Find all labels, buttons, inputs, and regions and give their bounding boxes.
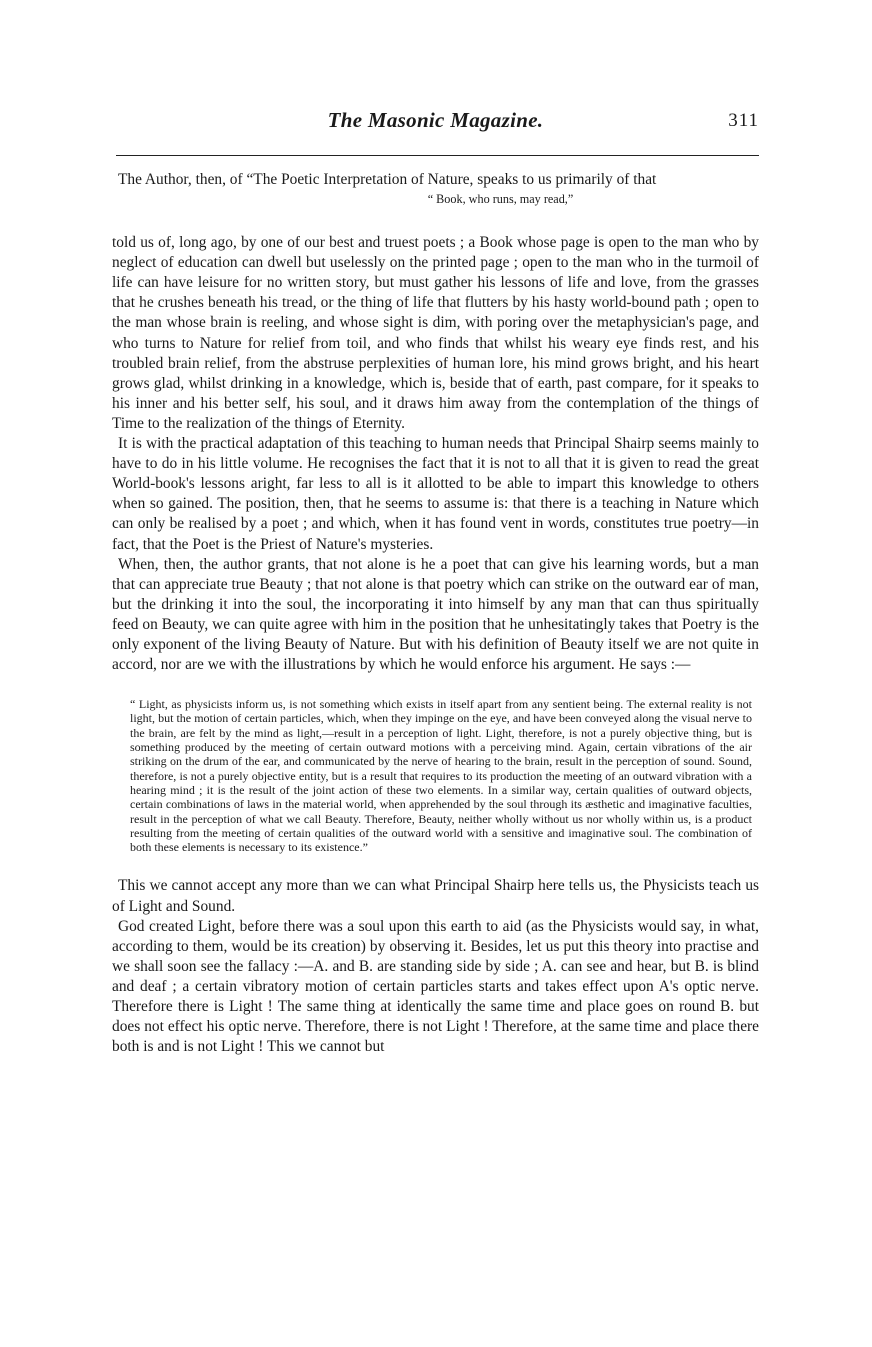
article-body: [112, 170, 759, 1057]
page-number: 311: [728, 110, 759, 131]
verse-quotation: “ Book, who runs, may read,”: [427, 192, 574, 207]
running-title: The Masonic Magazine.: [327, 108, 544, 132]
running-head: [112, 86, 759, 132]
intro-paragraph: The Author, then, of “The Poetic Interpretation of Nature, speaks to us primarily of that: [118, 171, 657, 188]
header-rule: [116, 155, 759, 156]
body-paragraph-3: When, then, the author grants, that not alone is he a poet that can give his learning words, but a man that can appreciate true Beauty ; that not alone is that poetry which can strike on the outward ear of man, but the drinking it into the soul, the incorporating it into himself by any man that can thus spiritually feed on Beauty, we can quite agree with him in the position that he unhesitatingly takes that Poetry is the only exponent of the living Beauty of Nature. But with his definition of Beauty itself we are not quite in accord, nor are we with the illustrations by which he would enforce his argument. He says :—: [112, 555, 759, 674]
body-paragraph-1: told us of, long ago, by one of our best and truest poets ; a Book whose page is open to the man who by neglect of education can dwell but uselessly on the printed page ; open to the man who in the turmoil of life can have leisure for no written story, but must gather his lessons of life and love, from the grasses that he crushes beneath his tread, or the thing of life that flutters by his hasty world-bound path ; open to the man whose brain is reeling, and whose sight is dim, with poring over the metaphysician's page, and who turns to Nature for relief from toil, and who finds that whilst his weary eye finds rest, and his troubled brain relief, from the abstruse perplexities of human lore, his mind grows bright, and his heart grows glad, whilst drinking in a knowledge, which is, beside that of earth, past compare, for it speaks to his inner and his better self, his soul, and it draws him away from the contemplation of the things of Time to the realization of the things of Eternity.: [112, 234, 759, 432]
block-quotation-text: “ Light, as physicists inform us, is not something which exists in itself apart from any sentient being. The external reality is not light, but the motion of certain particles, which, when they impinge on the eye, and have been conveyed along the visual nerve to the brain, are felt by the mind as light,—result in a perception of light. Light, therefore, is not a purely objective thing, but is something produced by the meeting of certain outward motions with a perceiving mind. Again, certain vibrations of the air striking on the drum of the ear, and communicated by the nerve of hearing to the brain, result in the perception of sound. Sound, therefore, is not a purely objective entity, but is a result that requires to its production the meeting of an outward vibration with a hearing mind ; it is the result of the joint action of these two elements. In a similar way, certain qualities of outward objects, certain combinations of laws in the material world, when apprehended by the soul through its æsthetic and imaginative faculties, result in the perception of what we call Beauty. Therefore, Beauty, neither wholly without us nor wholly within us, is a product resulting from the meeting of certain qualities of the outward world with a sensitive and imaginative soul. The combination of both these elements is necessary to its existence.”: [130, 697, 752, 855]
body-paragraph-4: This we cannot accept any more than we can what Principal Shairp here tells us, the Physicists teach us of Light and Sound.: [112, 877, 759, 915]
block-quotation: [130, 697, 752, 854]
body-paragraph-2: It is with the practical adaptation of this teaching to human needs that Principal Shairp seems mainly to have to do in his little volume. He recognises the fact that it is not to all that it is given to read the great World-book's lessons aright, far less to all is it allotted to be able to impart this knowledge to others when so gained. The position, then, that he seems to assume is: that there is a teaching in Nature which can only be realised by a poet ; and which, when it has found vent in words, constitutes true poetry—in fact, that the Poet is the Priest of Nature's mysteries.: [112, 435, 759, 553]
body-paragraph-5: God created Light, before there was a soul upon this earth to aid (as the Physicists would say, in what, according to them, would be its creation) by observing it. Besides, let us put this theory into practise and we shall soon see the fallacy :—A. and B. are standing side by side ; A. can see and hear, but B. is blind and deaf ; a certain vibratory motion of certain particles starts and takes effect upon A's optic nerve. Therefore there is Light ! The same thing at identically the same time and place goes on round B. but does not effect his optic nerve. Therefore, there is not Light ! Therefore, at the same time and place there both is and is not Light ! This we cannot but: [112, 917, 759, 1056]
